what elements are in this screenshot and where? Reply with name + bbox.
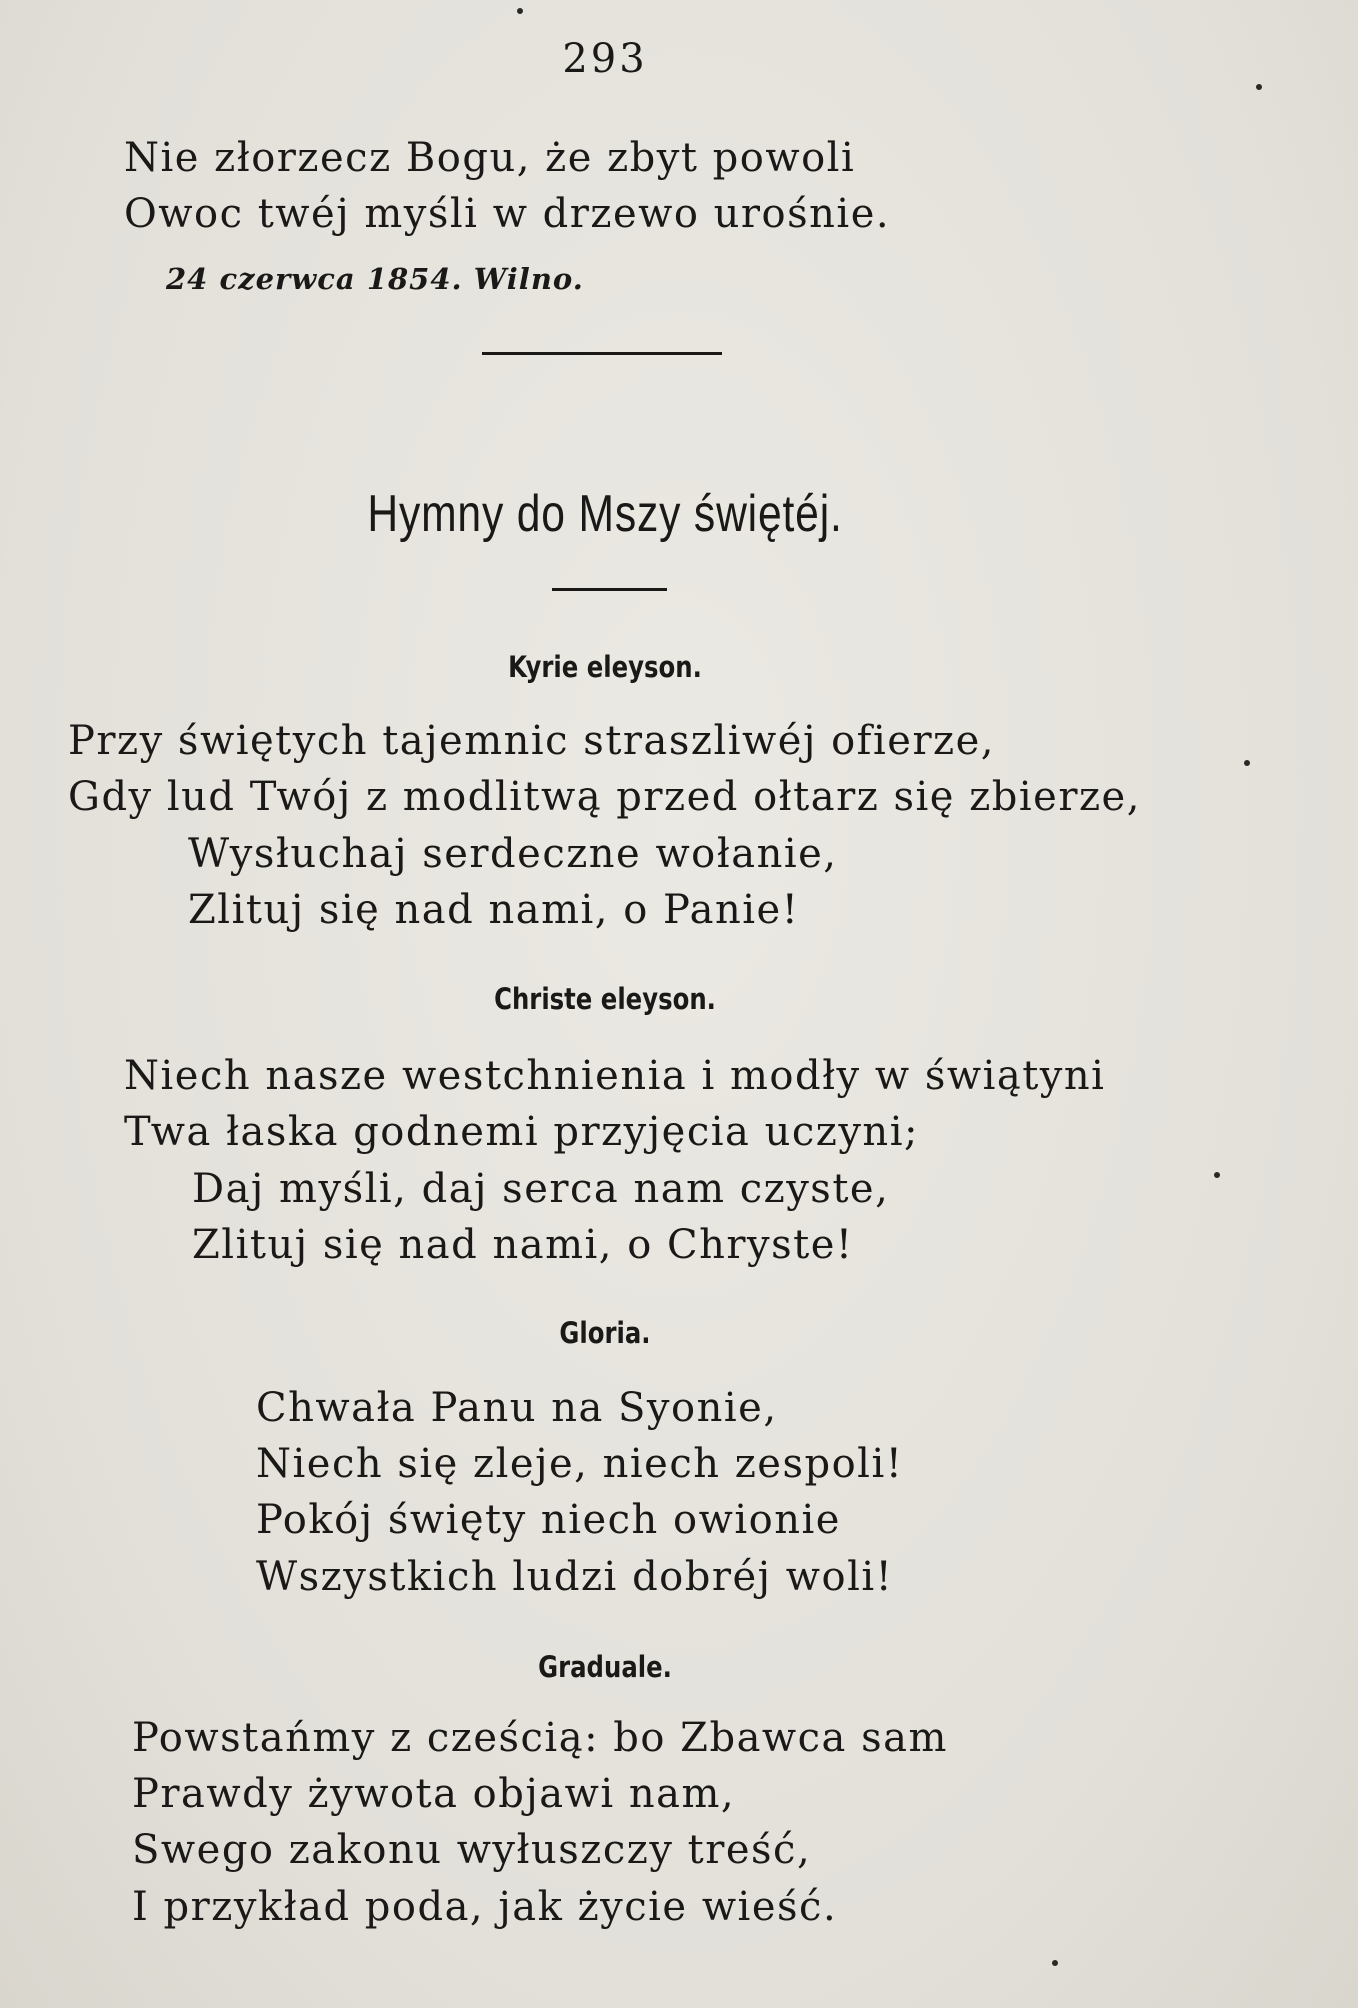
print-speck: [1244, 760, 1250, 766]
verse-line: Zlituj się nad nami, o Panie!: [188, 887, 800, 933]
verse-line: I przykład poda, jak życie wieść.: [132, 1884, 838, 1930]
verse-line: Wysłuchaj serdeczne wołanie,: [188, 831, 838, 877]
print-speck: [517, 8, 523, 14]
verse-line: Gdy lud Twój z modlitwą przed ołtarz się zbierze,: [68, 774, 1141, 820]
verse-line: Prawdy żywota objawi nam,: [132, 1771, 736, 1817]
main-title: Hymny do Mszy świętéj.: [367, 485, 843, 543]
verse-line: Pokój święty niech owionie: [256, 1497, 841, 1543]
section-heading-kyrie: Kyrie eleyson.: [508, 650, 702, 684]
verse-line: Chwała Panu na Syonie,: [256, 1385, 778, 1431]
verse-line: Powstańmy z cześcią: bo Zbawca sam: [132, 1715, 948, 1761]
print-speck: [1214, 1172, 1220, 1178]
verse-line: Nie złorzecz Bogu, że zbyt powoli: [124, 135, 856, 181]
section-heading-graduale: Graduale.: [538, 1650, 672, 1684]
section-heading-christe: Christe eleyson.: [494, 982, 716, 1016]
verse-line: Owoc twéj myśli w drzewo urośnie.: [124, 191, 891, 237]
verse-line: Wszystkich ludzi dobréj woli!: [256, 1554, 894, 1600]
section-heading-gloria: Gloria.: [559, 1316, 651, 1350]
dateline: 24 czerwca 1854. Wilno.: [166, 262, 584, 296]
verse-line: Przy świętych tajemnic straszliwéj ofierze,: [68, 718, 996, 764]
page-number: 293: [562, 36, 648, 82]
verse-line: Niech nasze westchnienia i modły w świątyni: [124, 1053, 1106, 1099]
print-speck: [1052, 1960, 1058, 1966]
title-divider: [552, 588, 667, 591]
verse-line: Zlituj się nad nami, o Chryste!: [192, 1222, 854, 1268]
verse-line: Daj myśli, daj serca nam czyste,: [192, 1166, 890, 1212]
verse-line: Niech się zleje, niech zespoli!: [256, 1441, 904, 1487]
verse-line: Twa łaska godnemi przyjęcia uczyni;: [124, 1109, 919, 1155]
section-divider: [482, 352, 722, 355]
verse-line: Swego zakonu wyłuszczy treść,: [132, 1827, 812, 1873]
print-speck: [1256, 84, 1262, 90]
